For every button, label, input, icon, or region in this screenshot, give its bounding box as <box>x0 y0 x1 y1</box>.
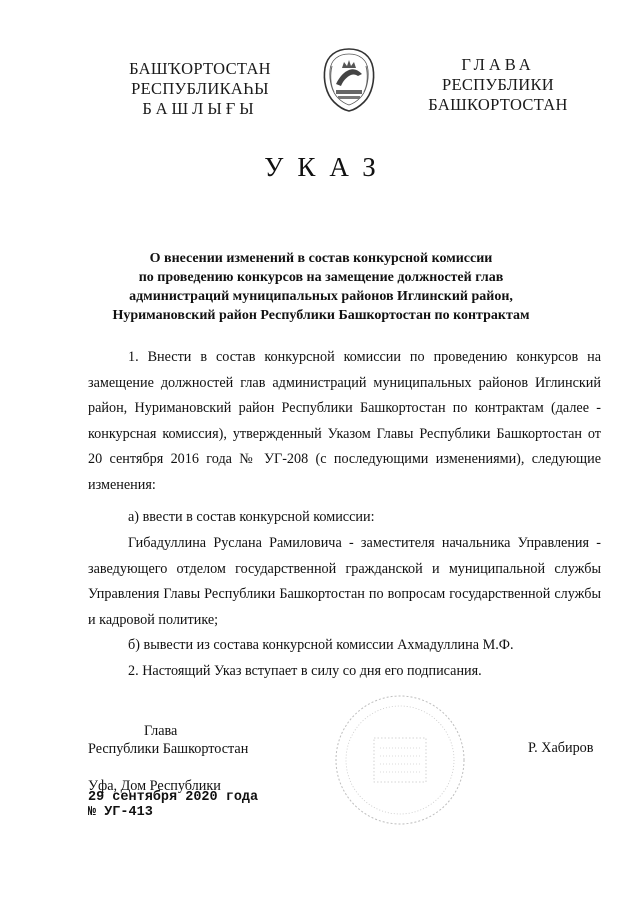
paragraph-new-member: Гибадуллина Руслана Рамиловича - заместителя начальника Управления - заведующего отделом государственной гражданской и муниципальной службы Управления Главы Республики Башкортостан по вопросам государственной службы и кадровой политике; <box>88 535 601 628</box>
paragraph-1a: а) ввести в состав конкурсной комиссии: <box>128 509 375 525</box>
issue-details <box>88 790 258 820</box>
issue-place: Уфа, Дом Республики <box>88 778 221 794</box>
subject-line-4: Нуримановский район Республики Башкортостан по контрактам <box>112 308 530 323</box>
official-seal-icon <box>330 690 470 830</box>
header-russian <box>420 55 576 115</box>
header-right-line-3: БАШКОРТОСТАН <box>428 95 568 114</box>
document-title: УКАЗ <box>264 152 390 182</box>
subject-line-3: администраций муниципальных районов Иглинский район, <box>129 289 513 304</box>
header-right-line-1: ГЛАВА <box>461 55 535 74</box>
coat-of-arms-bashkortostan-icon <box>318 46 380 114</box>
subject-line-1: О внесении изменений в состав конкурсной комиссии <box>149 251 493 266</box>
header-bashkir <box>112 59 288 119</box>
header-left-line-3: БАШЛЫҒЫ <box>142 99 258 118</box>
subject-line-2: по проведению конкурсов на замещение должностей глав <box>138 270 504 285</box>
signatory-title <box>88 722 248 758</box>
header-right-line-2: РЕСПУБЛИКИ <box>442 75 554 94</box>
signatory-title-line-1: Глава <box>144 723 178 739</box>
header-left-line-1: БАШҠОРТОСТАН <box>129 59 271 78</box>
header-left-line-2: РЕСПУБЛИКАҺЫ <box>131 79 269 98</box>
signatory-title-line-2: Республики Башкортостан <box>88 741 249 757</box>
signatory-name: Р. Хабиров <box>528 740 594 756</box>
paragraph-1: 1. Внести в состав конкурсной комиссии по проведению конкурсов на замещение должностей глав администраций муниципальных районов Иглинский район, Нуримановский район Республики Башкортостан по контрактам (далее - конкурсная комиссия), утвержденный Указом Главы Республики Башкортостан от 20 сентября 2016 года № УГ-208 (с последующими изменениями), следующие изменения: <box>88 349 601 493</box>
issue-date: 29 сентября 2020 года <box>88 790 259 805</box>
decree-subject <box>88 249 554 325</box>
decree-number: № УГ-413 <box>88 805 153 820</box>
paragraph-1b: б) вывести из состава конкурсной комиссии Ахмадуллина М.Ф. <box>128 637 514 653</box>
paragraph-2: 2. Настоящий Указ вступает в силу со дня его подписания. <box>128 663 482 679</box>
